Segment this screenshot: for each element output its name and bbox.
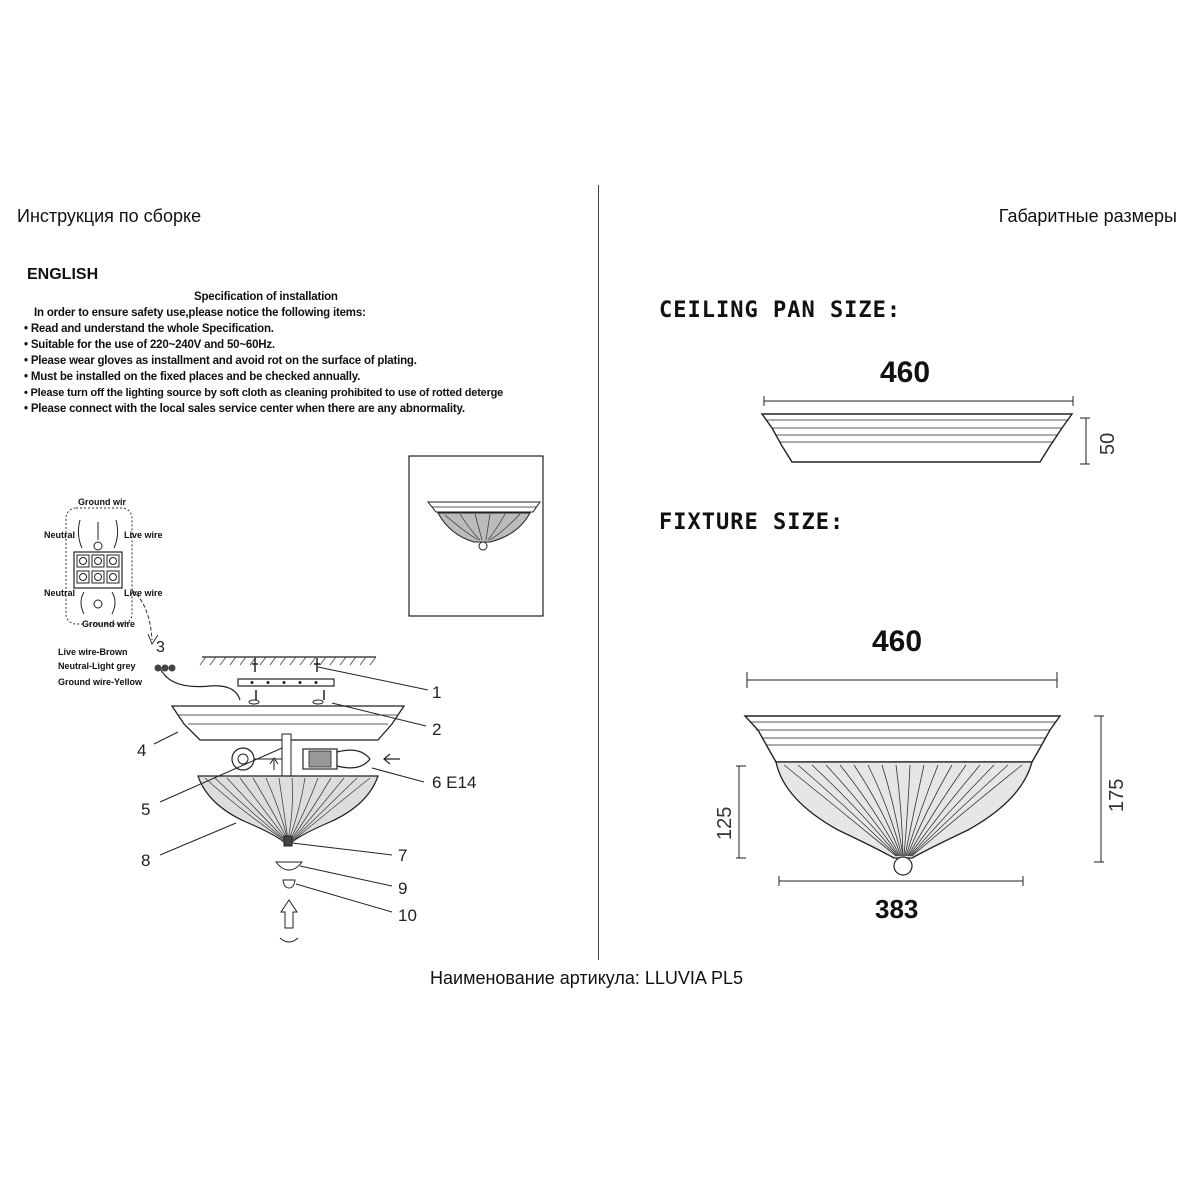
part-number-8: 8 xyxy=(141,851,151,870)
step-number: 3 xyxy=(156,639,165,656)
part-number-6: 6 E14 xyxy=(432,773,477,792)
ceiling-pan-height: 50 xyxy=(1097,432,1119,455)
neutral-grey-label: Neutral-Light grey xyxy=(58,661,136,671)
exploded-fixture-diagram xyxy=(154,657,428,942)
spec-item: • Please wear gloves as installment and avoid rot on the surface of plating. xyxy=(24,355,417,367)
dimensions-heading: Габаритные размеры xyxy=(998,206,1177,226)
neutral-label: Neutral xyxy=(44,588,76,598)
live-wire-label: Live wire xyxy=(124,530,163,540)
part-number-5: 5 xyxy=(141,800,151,819)
part-number-2: 2 xyxy=(432,720,442,739)
spec-title: Specification of installation xyxy=(194,291,338,303)
article-name: Наименование артикула: LLUVIA PL5 xyxy=(430,968,743,988)
spec-item: • Suitable for the use of 220~240V and 50~60Hz. xyxy=(24,339,275,351)
preview-lamp-icon xyxy=(428,502,540,550)
ceiling-pan-size-title: CEILING PAN SIZE: xyxy=(659,298,902,323)
live-wire-brown-label: Live wire-Brown xyxy=(58,647,128,657)
part-number-1: 1 xyxy=(432,683,442,702)
fixture-size-title: FIXTURE SIZE: xyxy=(659,510,845,535)
part-number-7: 7 xyxy=(398,846,408,865)
part-number-9: 9 xyxy=(398,879,408,898)
fixture-glass-height: 125 xyxy=(714,806,736,840)
assembly-instructions-heading: Инструкция по сборке xyxy=(17,206,202,226)
ceiling-pan-width: 460 xyxy=(880,356,931,389)
spec-item: • Read and understand the whole Specification. xyxy=(24,323,274,335)
neutral-label: Neutral xyxy=(44,530,76,540)
part-number-4: 4 xyxy=(137,741,147,760)
fixture-bottom-width: 383 xyxy=(875,894,919,924)
ground-yellow-label: Ground wire-Yellow xyxy=(58,677,143,687)
spec-item: • Please connect with the local sales service center when there are any abnormality. xyxy=(24,403,465,415)
fixture-size-drawing xyxy=(736,672,1104,886)
spec-item: • Must be installed on the fixed places and be checked annually. xyxy=(24,371,361,383)
part-number-10: 10 xyxy=(398,906,417,925)
ground-wire-label: Ground wir xyxy=(78,497,126,507)
spec-item: • Please turn off the lighting source by soft cloth as cleaning prohibited to use of rotted deterge xyxy=(24,387,504,399)
ceiling-pan-drawing xyxy=(762,396,1090,464)
live-wire-label: Live wire xyxy=(124,588,163,598)
ground-wire-label: Ground wire xyxy=(82,619,136,629)
english-title: ENGLISH xyxy=(27,266,99,283)
fixture-width: 460 xyxy=(872,625,923,658)
spec-intro: In order to ensure safety use,please notice the following items: xyxy=(34,307,366,319)
fixture-total-height: 175 xyxy=(1106,778,1128,812)
